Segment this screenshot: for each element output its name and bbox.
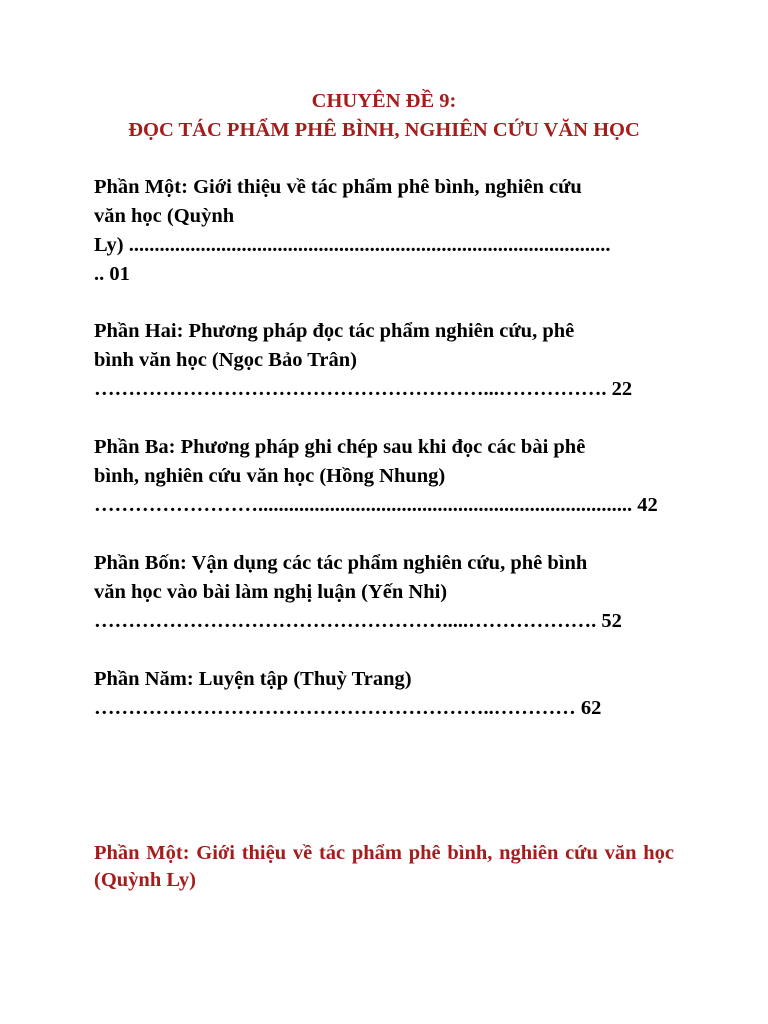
toc-entry-3-leader: ……………………......................................................................... 42 bbox=[94, 494, 658, 516]
toc-entry-4-title-cont: văn học vào bài làm nghị luận (Yến Nhi) bbox=[94, 581, 448, 603]
toc-entry-2-title: Phần Hai: Phương pháp đọc tác phẩm nghiên cứu, phê bbox=[94, 320, 575, 342]
toc-entry-1-title-cont: văn học (Quỳnh bbox=[94, 205, 235, 227]
toc-entry-3-title-cont: bình, nghiên cứu văn học (Hồng Nhung) bbox=[94, 465, 446, 487]
toc-entry-1-leader: Ly) .............................................................................................. bbox=[94, 234, 611, 256]
toc-entry-5-leader: …………………………………………………..………… 62 bbox=[94, 697, 602, 719]
section-heading: Phần Một: Giới thiệu về tác phẩm phê bình, nghiên cứu văn học (Quỳnh Ly) bbox=[94, 842, 674, 891]
toc-entry-1-title: Phần Một: Giới thiệu về tác phẩm phê bình, nghiên cứu bbox=[94, 176, 582, 198]
toc-entry-1-page: .. 01 bbox=[94, 263, 130, 285]
toc-entry-4-leader: …………………………………………….....………………. 52 bbox=[94, 610, 622, 632]
topic-number: CHUYÊN ĐỀ 9: bbox=[311, 90, 457, 112]
topic-title: ĐỌC TÁC PHẨM PHÊ BÌNH, NGHIÊN CỨU VĂN HỌC bbox=[128, 119, 640, 141]
toc-entry-5-title: Phần Năm: Luyện tập (Thuỳ Trang) bbox=[94, 668, 412, 690]
toc-entry-4-title: Phần Bốn: Vận dụng các tác phẩm nghiên cứu, phê bình bbox=[94, 552, 588, 574]
toc-entry-3-title: Phần Ba: Phương pháp ghi chép sau khi đọc các bài phê bbox=[94, 436, 586, 458]
toc-entry-2-leader: …………………………………………………...……………. 22 bbox=[94, 378, 633, 400]
toc-entry-2-title-cont: bình văn học (Ngọc Bảo Trân) bbox=[94, 349, 357, 371]
